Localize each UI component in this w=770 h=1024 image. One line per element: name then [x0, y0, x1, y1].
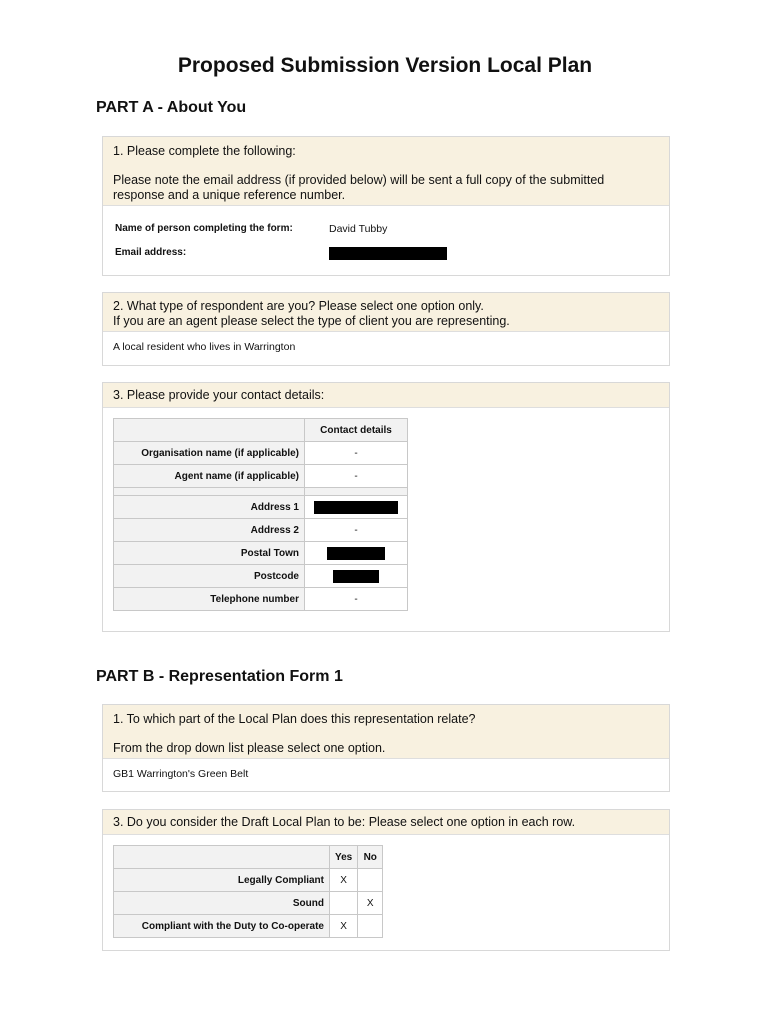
part-b-question-3	[102, 809, 670, 951]
row-label: Postcode	[114, 565, 305, 588]
row-label: Telephone number	[114, 588, 305, 611]
row-value: -	[305, 588, 408, 611]
address-1-redacted	[314, 501, 398, 514]
part-b-question-1-instruction: From the drop down list please select one option.	[113, 741, 386, 755]
part-a-question-1	[102, 136, 670, 276]
table-row	[114, 869, 383, 892]
row-value: -	[305, 465, 408, 488]
question-1-text: 1. Please complete the following:	[113, 144, 296, 158]
plan-part-answer: GB1 Warrington's Green Belt	[113, 768, 249, 780]
respondent-type-answer: A local resident who lives in Warrington	[113, 341, 296, 353]
page-title: Proposed Submission Version Local Plan	[177, 54, 593, 77]
part-b-heading: PART B - Representation Form 1	[96, 668, 343, 685]
corner-cell	[114, 846, 330, 869]
table-row	[114, 565, 408, 588]
no-cell	[358, 869, 383, 892]
no-header: No	[358, 846, 383, 869]
row-label: Postal Town	[114, 542, 305, 565]
row-label: Agent name (if applicable)	[114, 465, 305, 488]
row-label: Organisation name (if applicable)	[114, 442, 305, 465]
row-value	[305, 542, 408, 565]
contact-details-table	[113, 418, 408, 611]
no-cell: X	[358, 892, 383, 915]
email-label: Email address:	[115, 247, 187, 258]
question-2-header	[103, 293, 669, 332]
part-b-question-1-text: 1. To which part of the Local Plan does this representation relate?	[113, 712, 476, 726]
yes-header: Yes	[330, 846, 358, 869]
part-b-question-1	[102, 704, 670, 792]
corner-cell	[114, 419, 305, 442]
yes-cell: X	[330, 869, 358, 892]
name-value: David Tubby	[329, 223, 388, 235]
question-2-line2: If you are an agent please select the type of client you are representing.	[113, 314, 510, 328]
table-row	[114, 892, 383, 915]
no-cell	[358, 915, 383, 938]
question-2-line1: 2. What type of respondent are you? Please select one option only.	[113, 299, 484, 313]
part-a-question-3	[102, 382, 670, 632]
part-a-question-2	[102, 292, 670, 366]
table-row	[114, 915, 383, 938]
table-row	[114, 542, 408, 565]
question-1-note: Please note the email address (if provided below) will be sent a full copy of the submitted response and a unique reference number.	[113, 173, 605, 202]
spacer-row	[114, 488, 408, 496]
row-value	[305, 496, 408, 519]
yes-cell	[330, 892, 358, 915]
row-label: Sound	[114, 892, 330, 915]
row-value: -	[305, 442, 408, 465]
table-row	[114, 465, 408, 488]
postal-town-redacted	[327, 547, 385, 560]
row-value	[305, 565, 408, 588]
yes-cell: X	[330, 915, 358, 938]
table-row	[114, 496, 408, 519]
table-row	[114, 519, 408, 542]
part-b-question-3-text: 3. Do you consider the Draft Local Plan to be: Please select one option in each row.	[103, 810, 669, 835]
contact-details-header: Contact details	[305, 419, 408, 442]
email-redacted	[329, 247, 447, 260]
name-label: Name of person completing the form:	[115, 223, 293, 234]
row-label: Address 1	[114, 496, 305, 519]
part-a-heading: PART A - About You	[96, 99, 247, 116]
question-1-header	[103, 137, 669, 206]
row-label: Address 2	[114, 519, 305, 542]
table-row	[114, 442, 408, 465]
compliance-table	[113, 845, 383, 938]
part-b-question-1-header	[103, 705, 669, 759]
question-3-text: 3. Please provide your contact details:	[103, 383, 669, 408]
postcode-redacted	[333, 570, 379, 583]
row-label: Compliant with the Duty to Co-operate	[114, 915, 330, 938]
row-value: -	[305, 519, 408, 542]
table-row	[114, 588, 408, 611]
row-label: Legally Compliant	[114, 869, 330, 892]
